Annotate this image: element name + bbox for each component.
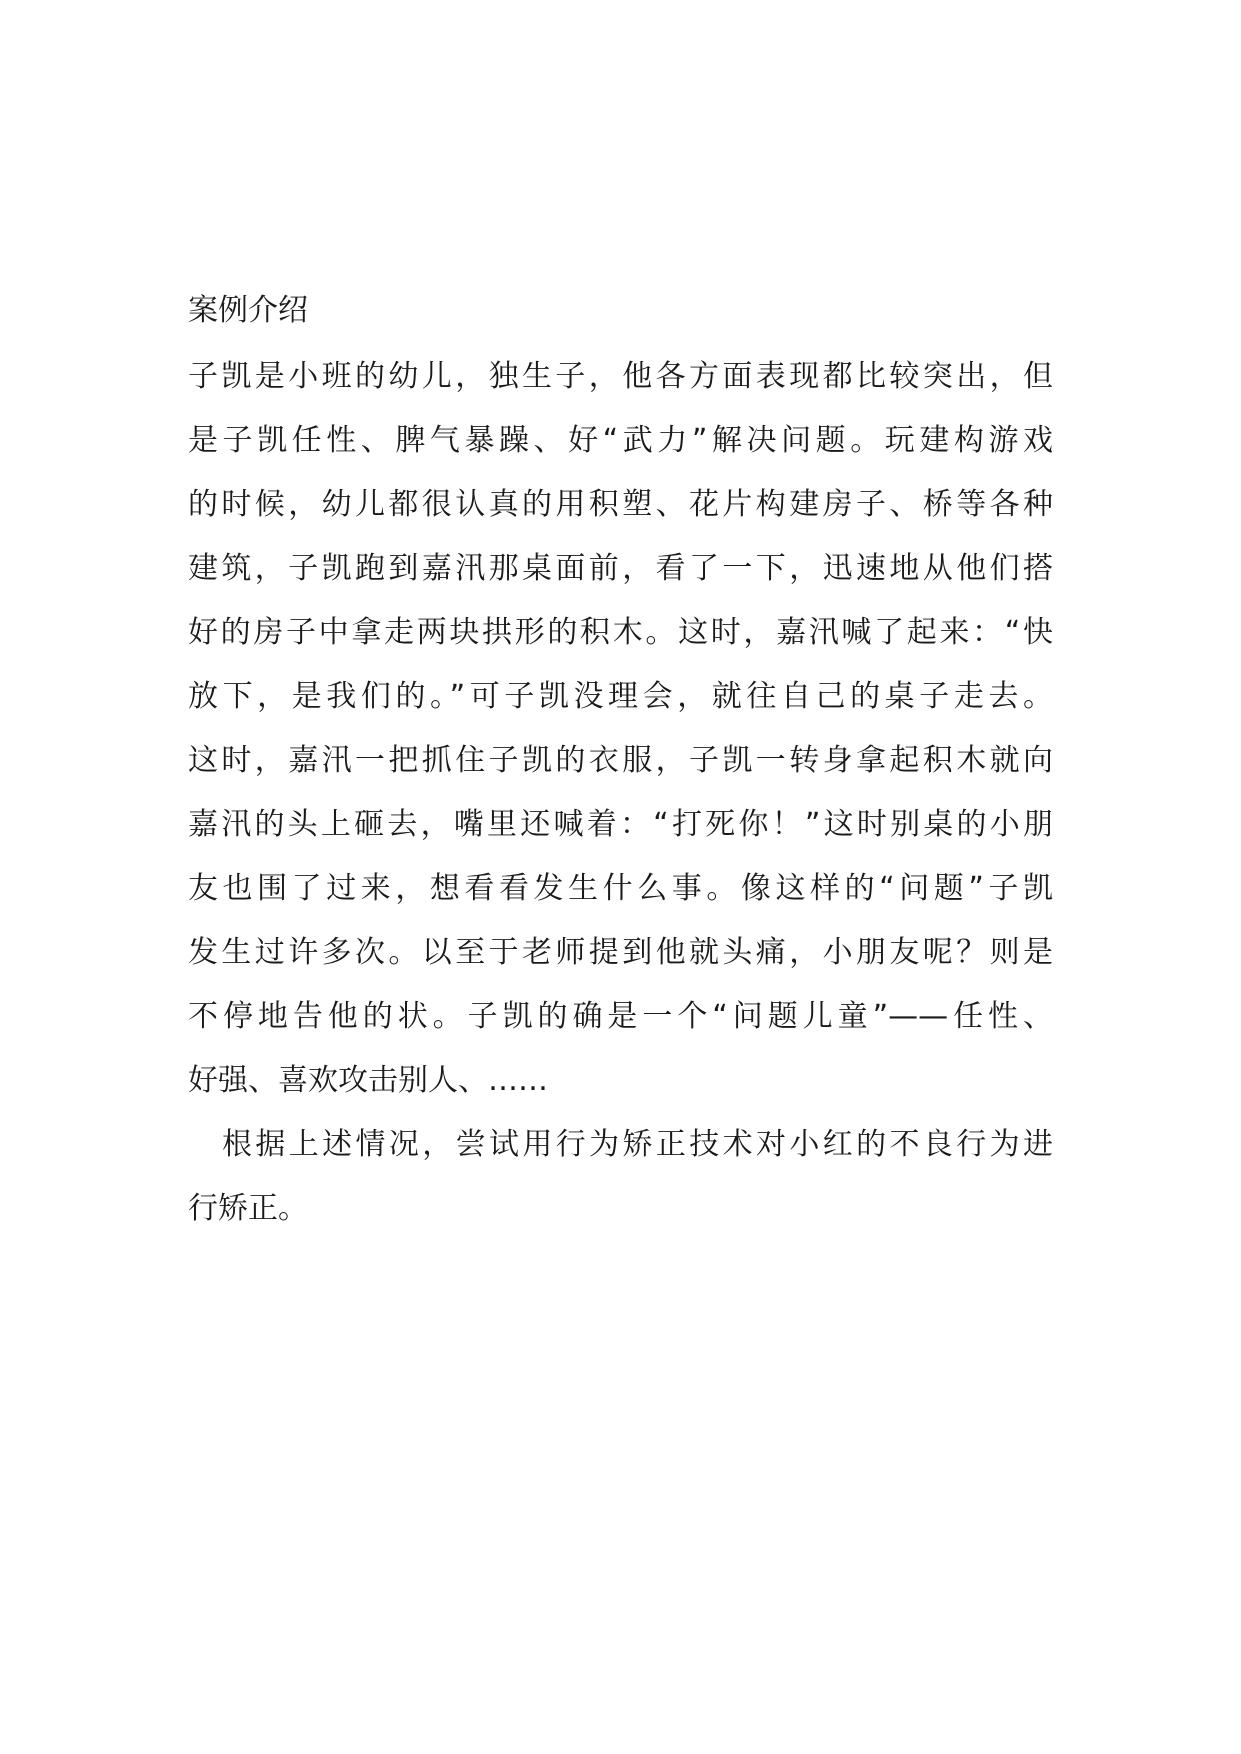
paragraph-line: 这时，嘉汛一把抓住子凯的衣服，子凯一转身拿起积木就向 bbox=[188, 743, 1053, 778]
paragraph-line: 行矫正。 bbox=[188, 1191, 308, 1226]
task-instruction-paragraph bbox=[188, 1124, 1053, 1230]
paragraph-line: 根据上述情况，尝试用行为矫正技术对小红的不良行为进 bbox=[222, 1127, 1053, 1162]
paragraph-line: 友也围了过来，想看看发生什么事。像这样的“问题”子凯 bbox=[188, 871, 1053, 906]
paragraph-line: 嘉汛的头上砸去，嘴里还喊着：“打死你！”这时别桌的小朋 bbox=[188, 807, 1053, 842]
paragraph-line: 建筑，子凯跑到嘉汛那桌面前，看了一下，迅速地从他们搭 bbox=[188, 551, 1053, 586]
paragraph-line: 放下，是我们的。”可子凯没理会，就往自己的桌子走去。 bbox=[188, 679, 1053, 714]
paragraph-line: 发生过许多次。以至于老师提到他就头痛，小朋友呢？则是 bbox=[188, 935, 1053, 970]
paragraph-line: 是子凯任性、脾气暴躁、好“武力”解决问题。玩建构游戏 bbox=[188, 423, 1053, 458]
document-body bbox=[188, 290, 1053, 1252]
paragraph-line: 的时候，幼儿都很认真的用积塑、花片构建房子、桥等各种 bbox=[188, 487, 1053, 522]
paragraph-line: 好的房子中拿走两块拱形的积木。这时，嘉汛喊了起来：“快 bbox=[188, 615, 1053, 650]
section-heading: 案例介绍 bbox=[188, 293, 308, 328]
paragraph-line: 子凯是小班的幼儿，独生子，他各方面表现都比较突出，但 bbox=[188, 359, 1053, 394]
paragraph-line: 不停地告他的状。子凯的确是一个“问题儿童”——任性、 bbox=[188, 999, 1053, 1034]
paragraph-line: 好强、喜欢攻击别人、…… bbox=[188, 1063, 548, 1098]
case-description-paragraph bbox=[188, 356, 1053, 1102]
